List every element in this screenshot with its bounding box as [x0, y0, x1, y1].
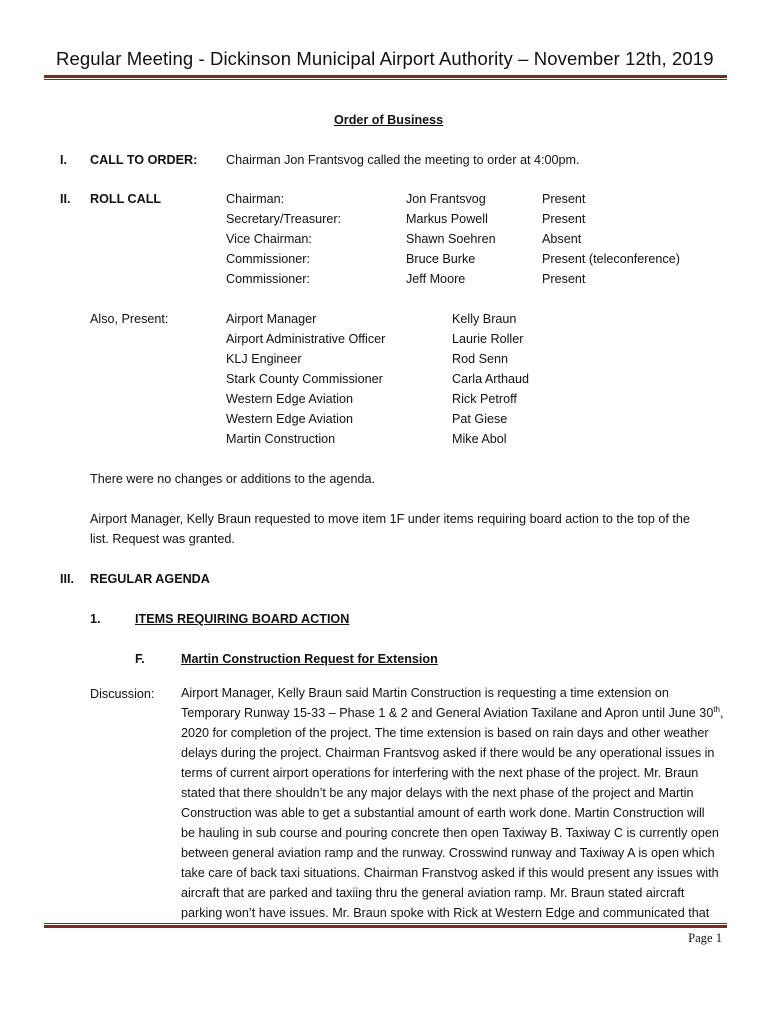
paragraph-line: Construction was able to get a substantial amount of earth work done. Martin Construction will: [181, 806, 705, 820]
roll-call-status: Absent: [542, 232, 582, 246]
roll-call-status: Present: [542, 272, 586, 286]
items-board-action-heading: ITEMS REQUIRING BOARD ACTION: [135, 612, 350, 626]
roll-call-role: Vice Chairman:: [226, 232, 312, 246]
roll-call-role: Commissioner:: [226, 252, 310, 266]
request-note: [90, 509, 690, 549]
roll-call-numeral: II.: [60, 192, 71, 206]
paragraph-line: terms of current airport operations for interfering with the next phase of the project. Mr. Braun: [181, 766, 699, 780]
paragraph-line: [181, 703, 724, 723]
attendee-name: Mike Abol: [452, 432, 507, 446]
paragraph-line: be hauling in sub course and pouring concrete then open Taxiway B. Taxiway C is currently open: [181, 826, 719, 840]
page-number: Page 1: [688, 931, 722, 945]
call-to-order-numeral: I.: [60, 153, 67, 167]
header-rule-thin: [44, 79, 727, 80]
item-f-letter: F.: [135, 652, 145, 666]
roll-call-status: Present: [542, 212, 586, 226]
page-title: Regular Meeting - Dickinson Municipal Airport Authority – November 12th, 2019: [56, 48, 714, 69]
discussion-label: Discussion:: [90, 687, 155, 701]
items-board-action-number: 1.: [90, 612, 101, 626]
attendee-role: Airport Manager: [226, 312, 317, 326]
ordinal-suffix: th: [713, 704, 720, 714]
line-text: Temporary Runway 15-33 – Phase 1 & 2 and General Aviation Taxilane and Apron until June 30: [181, 706, 714, 720]
agenda-note: There were no changes or additions to the agenda.: [90, 472, 375, 486]
paragraph-line: aircraft that are parked and taxiing thru the general aviation ramp. Mr. Braun stated aircraft: [181, 886, 685, 900]
paragraph-line: parking won’t have issues. Mr. Braun spoke with Rick at Western Edge and communicated that: [181, 906, 710, 920]
attendee-role: Airport Administrative Officer: [226, 332, 386, 346]
paragraph-line: delays during the project. Chairman Frantsvog asked if there would be any operational issues in: [181, 746, 715, 760]
attendee-name: Kelly Braun: [452, 312, 517, 326]
paragraph-line: Airport Manager, Kelly Braun requested to move item 1F under items requiring board action to the top of the: [90, 512, 690, 526]
attendee-name: Laurie Roller: [452, 332, 524, 346]
roll-call-name: Markus Powell: [406, 212, 488, 226]
footer-rule-thin: [44, 923, 727, 924]
item-f-heading: Martin Construction Request for Extension: [181, 652, 438, 666]
order-of-business-heading: Order of Business: [334, 113, 444, 127]
attendee-name: Pat Giese: [452, 412, 508, 426]
call-to-order-text: Chairman Jon Frantsvog called the meeting to order at 4:00pm.: [226, 153, 580, 167]
call-to-order-label: CALL TO ORDER:: [90, 153, 198, 167]
roll-call-label: ROLL CALL: [90, 192, 162, 206]
attendee-role: KLJ Engineer: [226, 352, 302, 366]
attendee-name: Rick Petroff: [452, 392, 517, 406]
also-present-label: Also, Present:: [90, 312, 169, 326]
paragraph-line: stated that there shouldn’t be any major delays with the next phase of the project and Martin: [181, 786, 694, 800]
attendee-role: Martin Construction: [226, 432, 336, 446]
roll-call-role: Commissioner:: [226, 272, 310, 286]
roll-call-role: Chairman:: [226, 192, 285, 206]
attendee-role: Western Edge Aviation: [226, 412, 353, 426]
roll-call-role: Secretary/Treasurer:: [226, 212, 342, 226]
roll-call-name: Jon Frantsvog: [406, 192, 486, 206]
attendee-name: Carla Arthaud: [452, 372, 530, 386]
attendee-role: Stark County Commissioner: [226, 372, 383, 386]
roll-call-name: Bruce Burke: [406, 252, 476, 266]
regular-agenda-label: REGULAR AGENDA: [90, 572, 210, 586]
roll-call-name: Jeff Moore: [406, 272, 466, 286]
paragraph-line: 2020 for completion of the project. The time extension is based on rain days and other weather: [181, 726, 709, 740]
paragraph-line: between general aviation ramp and the runway. Crosswind runway and Taxiway A is open which: [181, 846, 715, 860]
paragraph-line: take care of back taxi situations. Chairman Franstvog asked if this would present any issues with: [181, 866, 719, 880]
paragraph-line: list. Request was granted.: [90, 532, 235, 546]
header-rule: [44, 75, 727, 78]
discussion-text: [181, 683, 724, 923]
attendee-name: Rod Senn: [452, 352, 509, 366]
attendee-role: Western Edge Aviation: [226, 392, 353, 406]
roll-call-status: Present (teleconference): [542, 252, 680, 266]
footer-rule: [44, 925, 727, 928]
line-text: ,: [720, 706, 724, 720]
roll-call-status: Present: [542, 192, 586, 206]
roll-call-name: Shawn Soehren: [406, 232, 496, 246]
regular-agenda-numeral: III.: [60, 572, 74, 586]
paragraph-line: Airport Manager, Kelly Braun said Martin Construction is requesting a time extension on: [181, 686, 669, 700]
